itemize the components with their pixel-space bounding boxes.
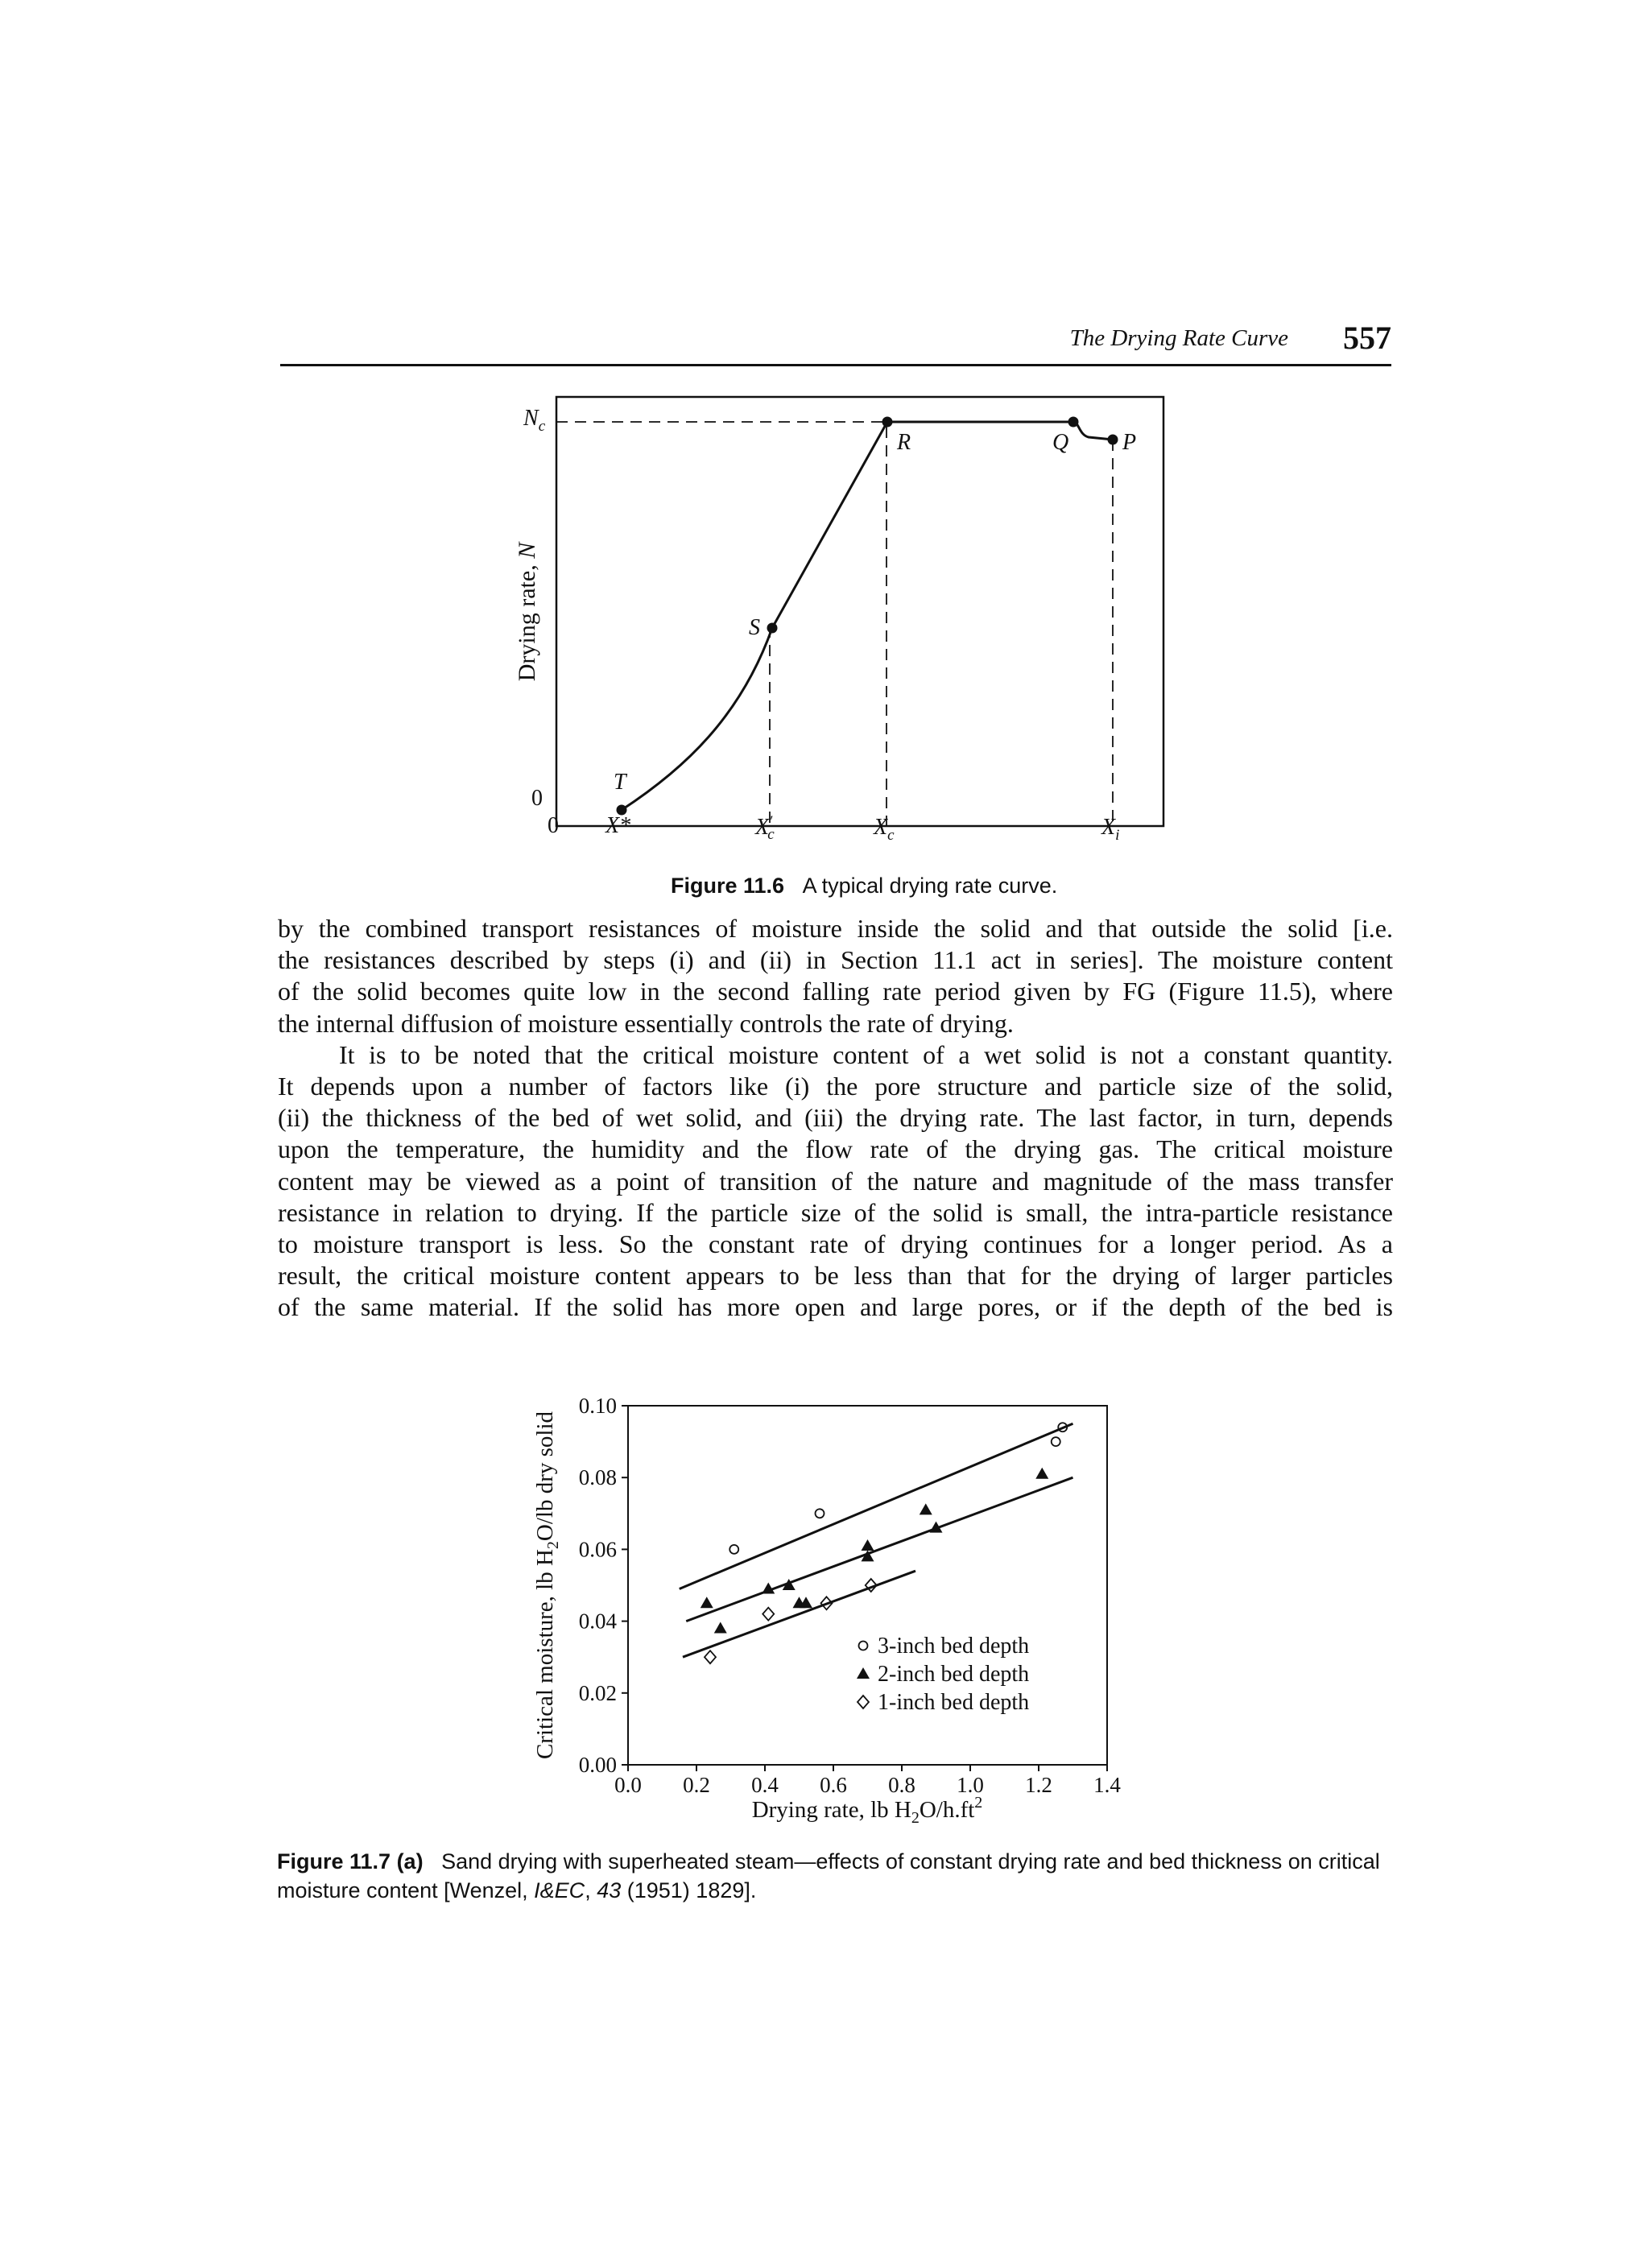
text-line: resistance in relation to drying. If the particle size of the solid is small, the intra-particle resistance [278, 1197, 1393, 1227]
figure-11-6-caption [671, 871, 1057, 900]
triangle-data-point [920, 1503, 932, 1514]
x-tick-label: 0.0 [614, 1773, 642, 1797]
circle-data-point [816, 1509, 824, 1518]
point-label-t: T [614, 770, 626, 795]
legend-1-inch: 1-inch bed depth [878, 1690, 1030, 1715]
drying-rate-curve [622, 422, 1113, 810]
text-line: (ii) the thickness of the bed of wet solid, and (iii) the drying rate. The last factor, in turn, depends [278, 1103, 1393, 1133]
running-header [280, 319, 1391, 366]
legend-marker [859, 1642, 868, 1650]
legend-3-inch: 3-inch bed depth [878, 1634, 1030, 1659]
figure-11-7-caption: Figure 11.7 (a) Sand drying with superheated steam—effects of constant drying rate and bed thickness on critical moisture content [Wenzel, I&EC, 43 (1951) 1829]. [277, 1849, 1380, 1902]
diamond-data-point [705, 1650, 716, 1663]
point-label-r: R [897, 430, 911, 455]
caption-cite-journal: I&EC [534, 1878, 585, 1902]
text-line: to moisture transport is less. So the constant rate of drying continues for a longer period. As a [278, 1229, 1393, 1259]
caption-label: Figure 11.7 (a) [277, 1849, 424, 1873]
plot-frame [556, 397, 1163, 826]
x-tick-labels [548, 813, 1119, 844]
point-label-p: P [1122, 430, 1137, 455]
text-line: It is to be noted that the critical moisture content of a wet solid is not a constant quantity. [339, 1039, 1393, 1069]
x-tick-label: 1.0 [957, 1773, 984, 1797]
body-text [278, 913, 1393, 1324]
legend-marker [858, 1696, 869, 1708]
x-axis-label: Drying rate, lb $H_2O/h.ft^2$ [751, 1794, 983, 1827]
legend-2-inch: 2-inch bed depth [878, 1662, 1030, 1687]
y-axis-label: Critical moisture, lb $H_2O/lb$ dry solid [532, 1411, 562, 1760]
y-tick-label: 0.10 [578, 1394, 617, 1418]
text-line: of the solid becomes quite low in the second falling rate period given by FG (Figure 11.5), where [278, 977, 1393, 1006]
guide-lines [556, 422, 1113, 826]
text-line: upon the temperature, the humidity and the flow rate of the drying gas. The critical moisture [278, 1134, 1393, 1164]
y-tick-label: 0.08 [578, 1465, 617, 1490]
x-tick-label: 0.8 [888, 1773, 915, 1797]
triangle-data-point [1035, 1468, 1048, 1479]
caption-label: Figure 11.6 [671, 874, 785, 898]
caption-cite-rest: (1951) 1829]. [621, 1878, 757, 1902]
text-line: the internal diffusion of moisture essentially controls the rate of drying. [278, 1008, 1014, 1038]
page-number: 557 [1343, 320, 1391, 356]
x-tick-zero: 0 [548, 813, 559, 838]
figure-11-6 [483, 378, 1176, 861]
y-tick-nc: $N_c$ [523, 406, 546, 435]
x-tick-xc: $X_c$ [874, 815, 895, 844]
x-tick-xstar: X* [605, 813, 631, 838]
running-title: The Drying Rate Curve [1069, 325, 1288, 351]
diamond-data-point [763, 1608, 774, 1621]
x-tick-xi: $X_i$ [1101, 815, 1120, 844]
text-line: It depends upon a number of factors like (i) the pore structure and particle size of the solid, [278, 1072, 1393, 1101]
x-tick-label: 0.4 [751, 1773, 779, 1797]
x-tick-label: 1.4 [1093, 1773, 1121, 1797]
triangle-data-point [701, 1597, 713, 1608]
point-label-s: S [749, 615, 760, 640]
y-axis-label: Drying rate, N [514, 542, 540, 682]
caption-text: Sand drying with superheated steam—effects of constant drying rate and bed thickness on critical moisture content [Wenzel, [277, 1849, 1380, 1902]
text-line: result, the critical moisture content appears to be less than that for the drying of larger particles [278, 1261, 1393, 1291]
y-tick-label: 0.00 [578, 1753, 617, 1777]
text-line: content may be viewed as a point of transition of the nature and magnitude of the mass transfer [278, 1166, 1393, 1196]
fit-line [686, 1477, 1072, 1621]
circle-data-point [1052, 1437, 1060, 1446]
triangle-data-point [862, 1539, 874, 1551]
x-tick-label: 0.6 [820, 1773, 847, 1797]
fit-line [680, 1423, 1073, 1588]
y-axis-ticks [579, 1394, 628, 1777]
plot-frame [628, 1406, 1107, 1765]
data-points [701, 1423, 1068, 1663]
legend-marker [857, 1667, 870, 1679]
text-line: of the same material. If the solid has more open and large pores, or if the depth of the bed is [278, 1292, 1393, 1322]
text-line: the resistances described by steps (i) and (ii) in Section 11.1 act in series]. The moisture content [278, 945, 1393, 975]
point-label-q: Q [1052, 430, 1069, 455]
triangle-data-point [714, 1622, 727, 1634]
x-tick-label: 1.2 [1025, 1773, 1052, 1797]
caption-cite-volume: 43 [597, 1878, 622, 1902]
y-tick-label: 0.02 [578, 1680, 617, 1705]
text-line: by the combined transport resistances of moisture inside the solid and that outside the solid [i.e. [278, 914, 1393, 943]
caption-text: A typical drying rate curve. [802, 874, 1058, 898]
x-tick-xc-prime: X′ c [755, 813, 775, 843]
y-tick-zero: 0 [531, 786, 543, 811]
figure-11-7-chart [515, 1369, 1159, 1828]
fit-lines [680, 1423, 1073, 1657]
circle-data-point [729, 1545, 738, 1554]
x-axis-ticks [614, 1765, 1121, 1797]
y-tick-label: 0.06 [578, 1537, 617, 1562]
y-tick-label: 0.04 [578, 1609, 617, 1634]
chart-legend [857, 1634, 1029, 1715]
x-tick-label: 0.2 [683, 1773, 710, 1797]
